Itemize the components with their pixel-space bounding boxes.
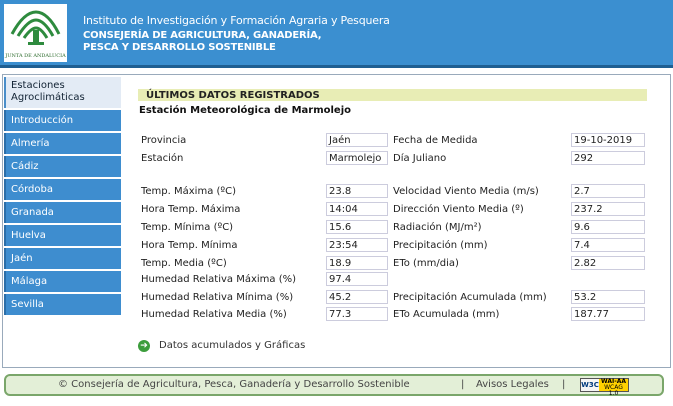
label-temp-maxima: Temp. Máxima (ºC) — [139, 185, 325, 199]
label-eto: ETo (mm/dia) — [391, 257, 571, 271]
junta-logo-icon — [4, 4, 67, 54]
value-velocidad-viento: 2.7 — [571, 184, 645, 198]
footer-copyright: © Consejería de Agricultura, Pesca, Ganadería y Desarrollo Sostenible — [58, 379, 410, 390]
label-hora-temp-minima: Hora Temp. Mínima — [139, 239, 325, 253]
value-direccion-viento: 237.2 — [571, 202, 645, 216]
accumulated-data-link-text[interactable]: Datos acumulados y Gráficas — [159, 340, 306, 351]
label-humedad-media: Humedad Relativa Media (%) — [139, 308, 325, 322]
label-velocidad-viento: Velocidad Viento Media (m/s) — [391, 185, 571, 199]
label-precipitacion-acumulada: Precipitación Acumulada (mm) — [391, 291, 571, 305]
value-hora-temp-maxima: 14:04 — [326, 202, 388, 216]
value-radiacion: 9.6 — [571, 220, 645, 234]
junta-andalucia-logo[interactable] — [4, 4, 67, 62]
sidebar-title-line2: Agroclimáticas — [11, 92, 85, 103]
value-humedad-minima: 45.2 — [326, 290, 388, 304]
value-temp-maxima: 23.8 — [326, 184, 388, 198]
sidebar-title — [4, 77, 121, 108]
value-estacion: Marmolejo — [326, 151, 388, 165]
value-fecha-medida: 19-10-2019 — [571, 133, 645, 147]
value-eto: 2.82 — [571, 256, 645, 270]
label-provincia: Provincia — [139, 134, 325, 148]
value-temp-media: 18.9 — [326, 256, 388, 270]
label-temp-minima: Temp. Mínima (ºC) — [139, 221, 325, 235]
sidebar-title-line1: Estaciones — [11, 80, 65, 91]
sidebar-item-malaga[interactable]: Málaga — [4, 271, 121, 292]
sidebar-item-almeria[interactable]: Almería — [4, 133, 121, 154]
ministry-name-line2: PESCA Y DESARROLLO SOSTENIBLE — [83, 42, 276, 53]
institute-name: Instituto de Investigación y Formación Agraria y Pesquera — [83, 14, 390, 27]
label-direccion-viento: Dirección Viento Media (º) — [391, 203, 571, 217]
sidebar-item-huelva[interactable]: Huelva — [4, 225, 121, 246]
label-estacion: Estación — [139, 152, 325, 166]
w3c-logo-icon: W3C — [581, 381, 599, 389]
sidebar-item-cordoba[interactable]: Córdoba — [4, 179, 121, 200]
wai-aa-text: WAI-AA — [600, 378, 626, 385]
label-radiacion: Radiación (MJ/m²) — [391, 221, 571, 235]
sidebar-item-sevilla[interactable]: Sevilla — [4, 294, 121, 315]
wcag-text: WCAG 1.0 — [604, 384, 623, 397]
wai-aa-label — [599, 378, 628, 397]
sidebar-item-granada[interactable]: Granada — [4, 202, 121, 223]
label-fecha-medida: Fecha de Medida — [391, 134, 571, 148]
arrow-right-icon: ➔ — [138, 340, 150, 352]
label-humedad-maxima: Humedad Relativa Máxima (%) — [139, 273, 325, 287]
site-header — [0, 0, 673, 68]
legal-notices-label[interactable]: Avisos Legales — [476, 379, 549, 390]
wai-aa-badge[interactable] — [580, 378, 629, 397]
legal-notices-link[interactable] — [476, 376, 565, 394]
footer-separator: | — [461, 379, 465, 390]
value-hora-temp-minima: 23:54 — [326, 238, 388, 252]
value-temp-minima: 15.6 — [326, 220, 388, 234]
sidebar — [4, 77, 121, 315]
value-dia-juliano: 292 — [571, 151, 645, 165]
ministry-name-line1: CONSEJERÍA DE AGRICULTURA, GANADERÍA, — [83, 30, 322, 41]
logo-caption: JUNTA DE ANDALUCIA — [5, 53, 66, 59]
value-humedad-media: 77.3 — [326, 307, 388, 321]
label-eto-acumulada: ETo Acumulada (mm) — [391, 308, 571, 322]
site-footer — [4, 374, 664, 396]
value-precipitacion-acumulada: 53.2 — [571, 290, 645, 304]
sidebar-item-jaen[interactable]: Jaén — [4, 248, 121, 269]
value-provincia: Jaén — [326, 133, 388, 147]
value-humedad-maxima: 97.4 — [326, 272, 388, 286]
footer-separator-2: | — [562, 379, 566, 390]
label-precipitacion: Precipitación (mm) — [391, 239, 571, 253]
sidebar-item-cadiz[interactable]: Cádiz — [4, 156, 121, 177]
value-eto-acumulada: 187.77 — [571, 307, 645, 321]
label-hora-temp-maxima: Hora Temp. Máxima — [139, 203, 325, 217]
value-precipitacion: 7.4 — [571, 238, 645, 252]
station-title: Estación Meteorológica de Marmolejo — [139, 105, 351, 116]
label-humedad-minima: Humedad Relativa Mínima (%) — [139, 291, 325, 305]
label-temp-media: Temp. Media (ºC) — [139, 257, 325, 271]
section-title: ÚLTIMOS DATOS REGISTRADOS — [138, 89, 647, 101]
label-dia-juliano: Día Juliano — [391, 152, 571, 166]
sidebar-item-introduccion[interactable]: Introducción — [4, 110, 121, 131]
